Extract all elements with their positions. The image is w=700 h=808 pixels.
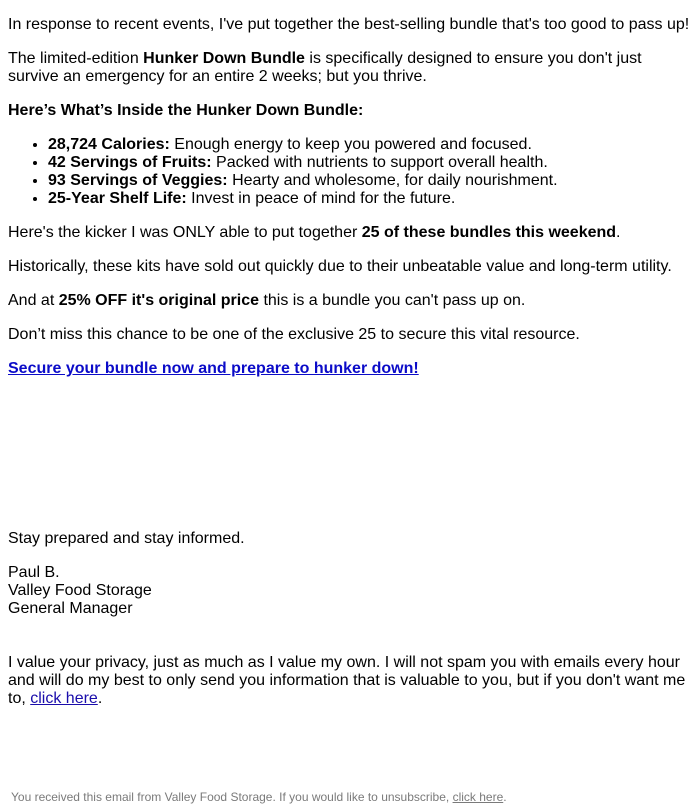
- secure-bundle-link[interactable]: Secure your bundle now and prepare to hunker down!: [8, 360, 419, 377]
- footer-unsubscribe-link[interactable]: click here: [452, 790, 504, 804]
- footer-after: .: [503, 790, 507, 804]
- discount-before: And at: [8, 292, 59, 309]
- bundle-intro-after: is specifically designed to ensure you don't just survive an emergency for an entire 2 weeks; but you thrive.: [8, 50, 642, 85]
- discount-bold: 25% OFF it's original price: [58, 292, 259, 309]
- bundle-contents-list: [8, 136, 692, 208]
- list-item: [48, 190, 692, 208]
- history-paragraph: Historically, these kits have sold out quickly due to their unbeatable value and long-term utility.: [8, 258, 672, 275]
- signature-name: Paul B.: [8, 564, 60, 581]
- privacy-paragraph: [8, 654, 692, 708]
- kicker-before: Here's the kicker I was ONLY able to put together: [8, 224, 362, 241]
- bundle-intro-before: The limited-edition: [8, 50, 144, 67]
- stay-prepared-text: Stay prepared and stay informed.: [8, 530, 245, 547]
- item-text: Invest in peace of mind for the future.: [186, 190, 456, 207]
- signoff-block: [8, 530, 692, 618]
- item-text: Enough energy to keep you powered and focused.: [169, 136, 532, 153]
- item-label: 93 Servings of Veggies:: [48, 172, 228, 189]
- kicker-after: .: [616, 224, 621, 241]
- item-label: 28,724 Calories:: [48, 136, 170, 153]
- bundle-intro-paragraph: [8, 50, 692, 86]
- cta-paragraph: [8, 360, 692, 378]
- item-label: 25-Year Shelf Life:: [48, 190, 187, 207]
- list-item: [48, 136, 692, 154]
- email-footer: [11, 790, 695, 804]
- signature-title: General Manager: [8, 600, 133, 617]
- privacy-unsubscribe-link[interactable]: click here: [30, 690, 98, 707]
- discount-after: this is a bundle you can't pass up on.: [259, 292, 526, 309]
- kicker-paragraph: [8, 224, 692, 242]
- inside-heading-text: Here’s What’s Inside the Hunker Down Bundle:: [8, 102, 364, 119]
- item-text: Packed with nutrients to support overall health.: [211, 154, 548, 171]
- kicker-bold: 25 of these bundles this weekend: [361, 224, 617, 241]
- signature: [8, 564, 692, 618]
- inside-heading: [8, 102, 692, 120]
- item-label: 42 Servings of Fruits:: [48, 154, 212, 171]
- email-body: [8, 16, 692, 394]
- item-text: Hearty and wholesome, for daily nourishment.: [227, 172, 558, 189]
- privacy-text: I value your privacy, just as much as I value my own. I will not spam you with emails every hour and will do my best to only send you information that is valuable to you, but if you don't want me to,: [8, 654, 686, 707]
- signature-company: Valley Food Storage: [8, 582, 152, 599]
- footer-text: You received this email from Valley Food Storage. If you would like to unsubscribe,: [11, 790, 453, 804]
- discount-paragraph: [8, 292, 692, 310]
- bundle-name: Hunker Down Bundle: [143, 50, 305, 67]
- list-item: [48, 172, 692, 190]
- list-item: [48, 154, 692, 172]
- privacy-after: .: [97, 690, 103, 707]
- exclusive-paragraph: Don’t miss this chance to be one of the exclusive 25 to secure this vital resource.: [8, 326, 580, 343]
- intro-paragraph: In response to recent events, I've put together the best-selling bundle that's too good to pass up!: [8, 16, 690, 33]
